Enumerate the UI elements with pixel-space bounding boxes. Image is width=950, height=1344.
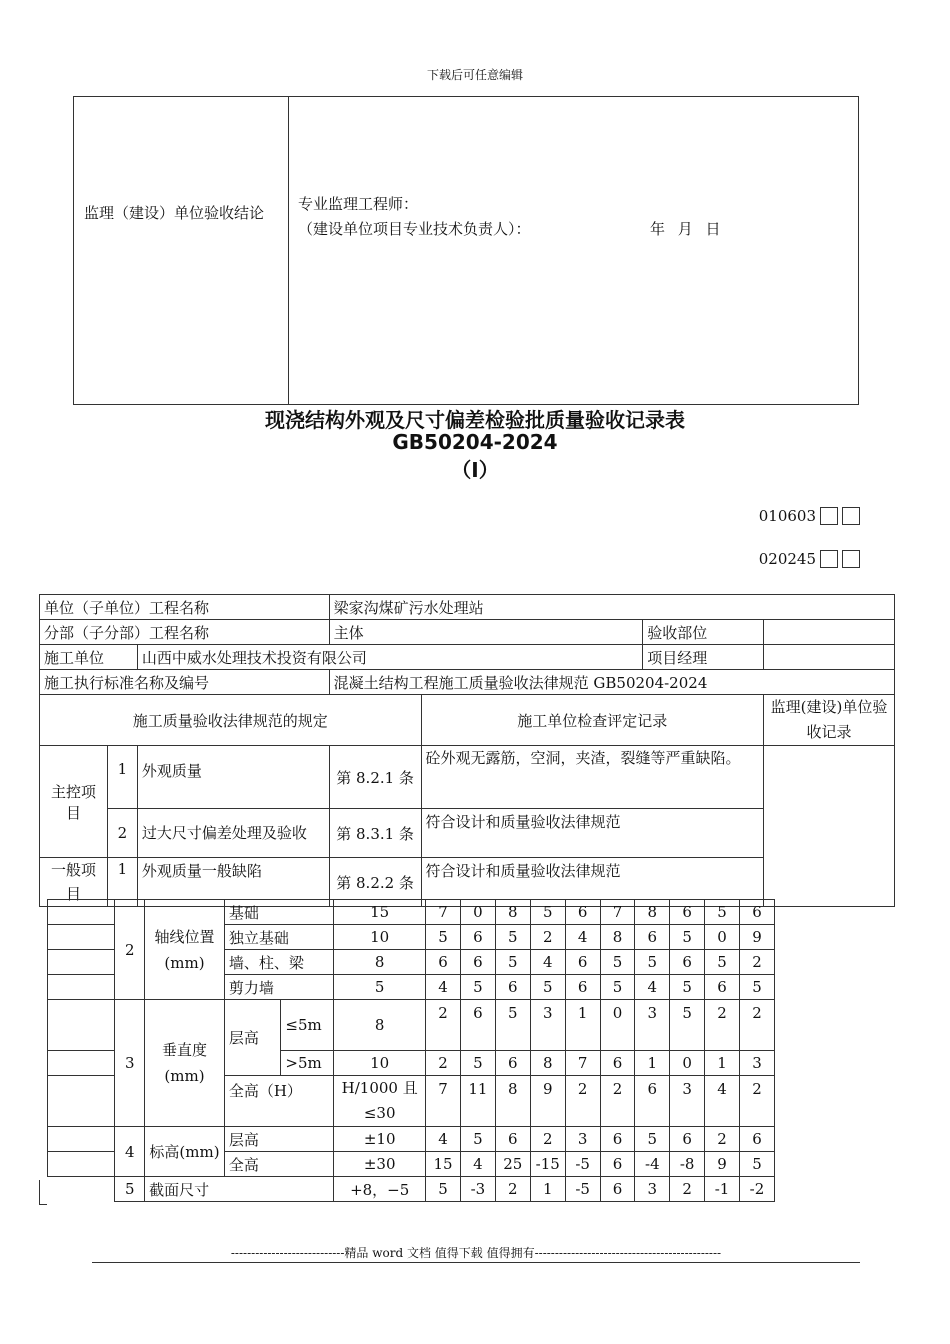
measured-value: 5 <box>600 975 635 1000</box>
standard-value: 混凝土结构工程施工质量验收法律规范 GB50204-2024 <box>329 670 894 695</box>
inspection-table <box>39 594 895 907</box>
elevation-no: 4 <box>115 1127 145 1177</box>
main-item-clause: 第 8.2.1 条 <box>329 746 421 809</box>
general-item-record: 符合设计和质量验收法律规范 <box>421 858 764 907</box>
general-item-no: 1 <box>107 858 137 907</box>
measured-value: 9 <box>530 1076 565 1127</box>
tolerance: 8 <box>334 950 426 975</box>
measured-value: 25 <box>495 1152 530 1177</box>
measured-value: 9 <box>705 1152 740 1177</box>
measured-value: 3 <box>635 1000 670 1051</box>
accept-part-label: 验收部位 <box>643 620 764 645</box>
main-items-group: 主控项目 <box>40 746 108 858</box>
table-edge-mark <box>39 1180 40 1204</box>
tolerance: 10 <box>334 925 426 950</box>
measured-value: -5 <box>565 1152 600 1177</box>
measured-value: 2 <box>739 950 774 975</box>
tolerance: 10 <box>334 1051 426 1076</box>
measured-value: 4 <box>426 1127 461 1152</box>
main-item-record: 符合设计和质量验收法律规范 <box>421 809 764 858</box>
sub-item: 全高（H） <box>224 1076 334 1127</box>
division-label: 分部（子分部）工程名称 <box>40 620 330 645</box>
supervision-box <box>73 96 859 405</box>
supervision-label: 监理（建设）单位验收结论 <box>84 204 265 222</box>
measured-value: -2 <box>739 1177 774 1202</box>
measured-value: 6 <box>670 950 705 975</box>
measured-value: 5 <box>495 950 530 975</box>
form-title: 现浇结构外观及尺寸偏差检验批质量验收记录表 <box>265 408 685 432</box>
measured-value: 5 <box>460 1051 495 1076</box>
measured-value: 4 <box>460 1152 495 1177</box>
measured-value: 6 <box>426 950 461 975</box>
measured-value: 3 <box>670 1076 705 1127</box>
elevation-name: 标高(mm) <box>145 1127 225 1177</box>
measured-value: 6 <box>565 950 600 975</box>
measured-value: 5 <box>495 1000 530 1051</box>
form-part: （Ⅰ） <box>451 458 499 482</box>
measured-value: 2 <box>739 1000 774 1051</box>
measured-value: 0 <box>705 925 740 950</box>
floor-height-label: 层高 <box>224 1000 281 1076</box>
measured-value: 5 <box>426 1177 461 1202</box>
tolerance: 15 <box>334 900 426 925</box>
col-record: 施工单位检查评定记录 <box>421 695 764 746</box>
code-checkbox[interactable] <box>842 507 860 525</box>
measured-value: -8 <box>670 1152 705 1177</box>
measured-value: 9 <box>739 925 774 950</box>
col-supervisor: 监理(建设)单位验收记录 <box>764 695 895 746</box>
measured-value: 6 <box>495 975 530 1000</box>
measured-value: 7 <box>426 1076 461 1127</box>
measured-value: 5 <box>670 975 705 1000</box>
contractor-label: 施工单位 <box>40 645 138 670</box>
measured-value: 5 <box>460 975 495 1000</box>
measured-value: 2 <box>495 1177 530 1202</box>
main-item-no: 1 <box>107 746 137 809</box>
measured-value: 6 <box>600 1152 635 1177</box>
measured-value: 6 <box>495 1051 530 1076</box>
measured-value: 2 <box>705 1127 740 1152</box>
measured-value: 3 <box>635 1177 670 1202</box>
measured-value: 5 <box>739 1152 774 1177</box>
measured-value: 6 <box>460 950 495 975</box>
page-footer: ----------------------------精品 word 文档 值得下载 值得拥有---------------------------------------------- <box>230 1246 722 1260</box>
measured-value: 5 <box>670 925 705 950</box>
sign-date: 年 月 日 <box>650 220 721 238</box>
footer-rule <box>92 1262 860 1263</box>
measured-value: 5 <box>426 925 461 950</box>
sub-item: 独立基础 <box>224 925 334 950</box>
measured-value: 6 <box>600 1177 635 1202</box>
measured-value: 6 <box>460 925 495 950</box>
sub-item: 全高 <box>224 1152 334 1177</box>
contractor-value: 山西中威水处理技术投资有限公司 <box>137 645 642 670</box>
measured-value: 2 <box>705 1000 740 1051</box>
sub-item: ≤5m <box>281 1000 334 1051</box>
measured-value: 8 <box>635 900 670 925</box>
tolerance: 8 <box>334 1000 426 1051</box>
measured-value: 6 <box>495 1127 530 1152</box>
section-name: 截面尺寸 <box>145 1177 334 1202</box>
vertical-no: 3 <box>115 1000 145 1127</box>
measured-value: -1 <box>705 1177 740 1202</box>
code-checkbox[interactable] <box>842 550 860 568</box>
vertical-name: 垂直度(mm) <box>145 1000 225 1127</box>
general-item-clause: 第 8.2.2 条 <box>329 858 421 907</box>
pm-value <box>764 645 895 670</box>
measured-value: 0 <box>600 1000 635 1051</box>
section-no: 5 <box>115 1177 145 1202</box>
measured-value: 8 <box>530 1051 565 1076</box>
main-item-record: 砼外观无露筋，空洞，夹渣，裂缝等严重缺陷。 <box>421 746 764 809</box>
col-spec: 施工质量验收法律规范的规定 <box>40 695 422 746</box>
measured-value: 2 <box>426 1051 461 1076</box>
measured-value: 5 <box>670 1000 705 1051</box>
measured-value: 1 <box>530 1177 565 1202</box>
measured-value: 6 <box>670 900 705 925</box>
supervisor-record <box>764 746 895 907</box>
sub-item: 墙、柱、梁 <box>224 950 334 975</box>
sub-item: 剪力墙 <box>224 975 334 1000</box>
project-value: 梁家沟煤矿污水处理站 <box>329 595 894 620</box>
tolerance: +8，−5 <box>334 1177 426 1202</box>
tolerance: ±30 <box>334 1152 426 1177</box>
measured-value: 6 <box>565 975 600 1000</box>
code-checkbox[interactable] <box>820 550 838 568</box>
measured-value: 1 <box>635 1051 670 1076</box>
form-code-1: 010603 <box>759 507 860 525</box>
measured-value: 5 <box>635 1127 670 1152</box>
measured-value: 6 <box>739 1127 774 1152</box>
measured-value: 2 <box>600 1076 635 1127</box>
measured-value: 7 <box>426 900 461 925</box>
axis-name: 轴线位置(mm) <box>145 900 225 1000</box>
measured-value: 6 <box>635 925 670 950</box>
main-item-no: 2 <box>107 809 137 858</box>
standard-label: 施工执行标准名称及编号 <box>40 670 330 695</box>
accept-part-value <box>764 620 895 645</box>
measured-value: 5 <box>460 1127 495 1152</box>
measured-value: 4 <box>565 925 600 950</box>
division-value: 主体 <box>329 620 643 645</box>
code-checkbox[interactable] <box>820 507 838 525</box>
tolerance: H/1000 且≤30 <box>334 1076 426 1127</box>
measured-value: 7 <box>600 900 635 925</box>
measured-value: 4 <box>530 950 565 975</box>
measured-value: 5 <box>495 925 530 950</box>
measured-value: -3 <box>460 1177 495 1202</box>
measured-value: 5 <box>739 975 774 1000</box>
measured-value: 5 <box>600 950 635 975</box>
sub-item: >5m <box>281 1051 334 1076</box>
measured-value: 6 <box>739 900 774 925</box>
form-code-2: 020245 <box>759 550 860 568</box>
measured-value: 1 <box>705 1051 740 1076</box>
measured-value: 6 <box>600 1127 635 1152</box>
form-standard: GB50204-2024 <box>392 430 558 454</box>
project-label: 单位（子单位）工程名称 <box>40 595 330 620</box>
supervising-engineer: 专业监理工程师： <box>298 195 419 213</box>
axis-no: 2 <box>115 900 145 1000</box>
measured-value: 3 <box>565 1127 600 1152</box>
measured-value: 8 <box>600 925 635 950</box>
measured-value: 15 <box>426 1152 461 1177</box>
measured-value: 3 <box>739 1051 774 1076</box>
measured-value: 5 <box>635 950 670 975</box>
measured-value: 2 <box>530 925 565 950</box>
owner-representative: （建设单位项目专业技术负责人）： <box>298 220 531 238</box>
measured-value: 2 <box>426 1000 461 1051</box>
measured-value: 8 <box>495 1076 530 1127</box>
general-items-group: 一般项目 <box>40 858 108 907</box>
sub-item: 层高 <box>224 1127 334 1152</box>
general-item-name: 外观质量一般缺陷 <box>137 858 329 907</box>
main-item-clause: 第 8.3.1 条 <box>329 809 421 858</box>
main-item-name: 外观质量 <box>137 746 329 809</box>
measured-value: 2 <box>739 1076 774 1127</box>
measured-value: 5 <box>530 900 565 925</box>
measured-value: 2 <box>565 1076 600 1127</box>
measured-value: 2 <box>530 1127 565 1152</box>
measured-value: -15 <box>530 1152 565 1177</box>
measured-value: 5 <box>705 900 740 925</box>
measured-value: 2 <box>670 1177 705 1202</box>
measured-value: 4 <box>705 1076 740 1127</box>
pm-label: 项目经理 <box>643 645 764 670</box>
measured-value: 8 <box>495 900 530 925</box>
measured-value: -4 <box>635 1152 670 1177</box>
measured-value: 1 <box>565 1000 600 1051</box>
measured-value: 11 <box>460 1076 495 1127</box>
measured-value: 0 <box>460 900 495 925</box>
measured-value: 5 <box>530 975 565 1000</box>
measured-value: -5 <box>565 1177 600 1202</box>
page-header: 下载后可任意编辑 <box>426 68 523 82</box>
table-edge-mark <box>39 1204 47 1205</box>
measured-value: 6 <box>670 1127 705 1152</box>
measured-value: 3 <box>530 1000 565 1051</box>
measured-value: 6 <box>635 1076 670 1127</box>
measured-value: 6 <box>460 1000 495 1051</box>
tolerance: ±10 <box>334 1127 426 1152</box>
measured-value: 4 <box>635 975 670 1000</box>
deviation-table <box>47 899 775 1202</box>
sub-item: 基础 <box>224 900 334 925</box>
measured-value: 6 <box>705 975 740 1000</box>
tolerance: 5 <box>334 975 426 1000</box>
main-item-name: 过大尺寸偏差处理及验收 <box>137 809 329 858</box>
measured-value: 0 <box>670 1051 705 1076</box>
measured-value: 5 <box>705 950 740 975</box>
measured-value: 6 <box>565 900 600 925</box>
measured-value: 4 <box>426 975 461 1000</box>
measured-value: 7 <box>565 1051 600 1076</box>
measured-value: 6 <box>600 1051 635 1076</box>
